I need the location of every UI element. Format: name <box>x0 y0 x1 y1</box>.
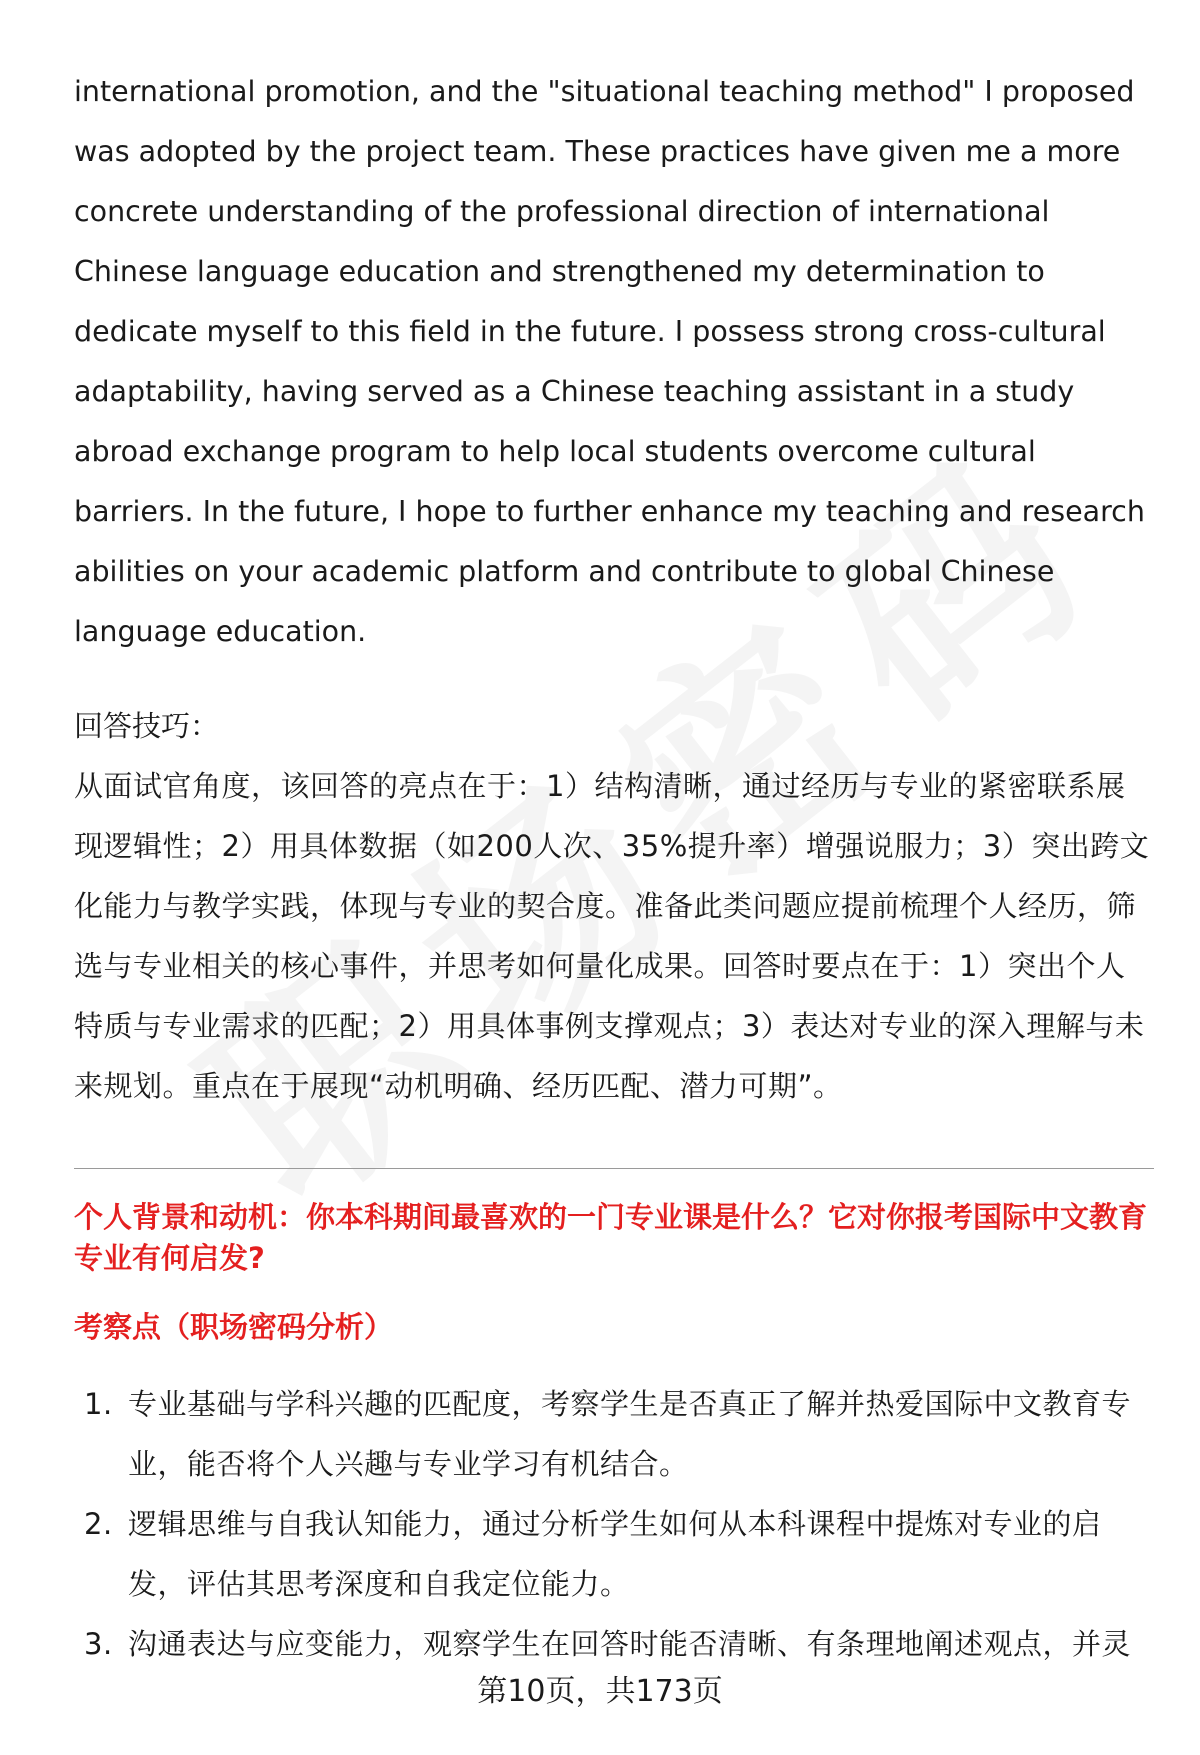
section-divider <box>74 1168 1154 1169</box>
tips-body: 从面试官角度，该回答的亮点在于：1）结构清晰，通过经历与专业的紧密联系展现逻辑性；2）用具体数据（如200人次、35%提升率）增强说服力；3）突出跨文化能力与教学实践，体现与专业的契合度。准备此类问题应提前梳理个人经历，筛选与专业相关的核心事件，并思考如何量化成果。回答时要点在于：1）突出个人特质与专业需求的匹配；2）用具体事例支撑观点；3）表达对专业的深入理解与未来规划。重点在于展现“动机明确、经历匹配、潜力可期”。 <box>74 769 1150 1103</box>
list-item-text: 逻辑思维与自我认知能力，通过分析学生如何从本科课程中提炼对专业的启发，评估其思考深度和自我定位能力。 <box>128 1507 1102 1601</box>
assessment-subheading: 考察点（职场密码分析） <box>74 1310 394 1344</box>
list-item-number: 1. <box>84 1387 113 1421</box>
page-number-footer: 第10页，共173页 <box>477 1674 723 1709</box>
list-item-number: 3. <box>84 1627 113 1661</box>
list-item-number: 2. <box>84 1507 113 1541</box>
list-item <box>74 1374 1154 1494</box>
question-heading: 个人背景和动机：你本科期间最喜欢的一门专业课是什么？它对你报考国际中文教育专业有何启发? <box>74 1200 1148 1275</box>
answer-continuation-paragraph: international promotion, and the "situational teaching method" I proposed was adopted by the project team. These practices have given me a more concrete understanding of the professional direction of international Chinese language education and strengthened my determination to dedicate myself to this field in the future. I possess strong cross-cultural adaptability, having served as a Chinese teaching assistant in a study abroad exchange program to help local students overcome cultural barriers. In the future, I hope to further enhance my teaching and research abilities on your academic platform and contribute to global Chinese language education. <box>74 75 1145 648</box>
page-content <box>74 62 1154 1674</box>
list-item-text: 专业基础与学科兴趣的匹配度，考察学生是否真正了解并热爱国际中文教育专业，能否将个人兴趣与专业学习有机结合。 <box>128 1387 1132 1481</box>
list-item-text: 沟通表达与应变能力，观察学生在回答时能否清晰、有条理地阐述观点，并灵 <box>128 1627 1132 1661</box>
list-item <box>74 1494 1154 1614</box>
assessment-points-list <box>74 1374 1154 1674</box>
tips-label: 回答技巧： <box>74 709 220 743</box>
list-item <box>74 1614 1154 1674</box>
